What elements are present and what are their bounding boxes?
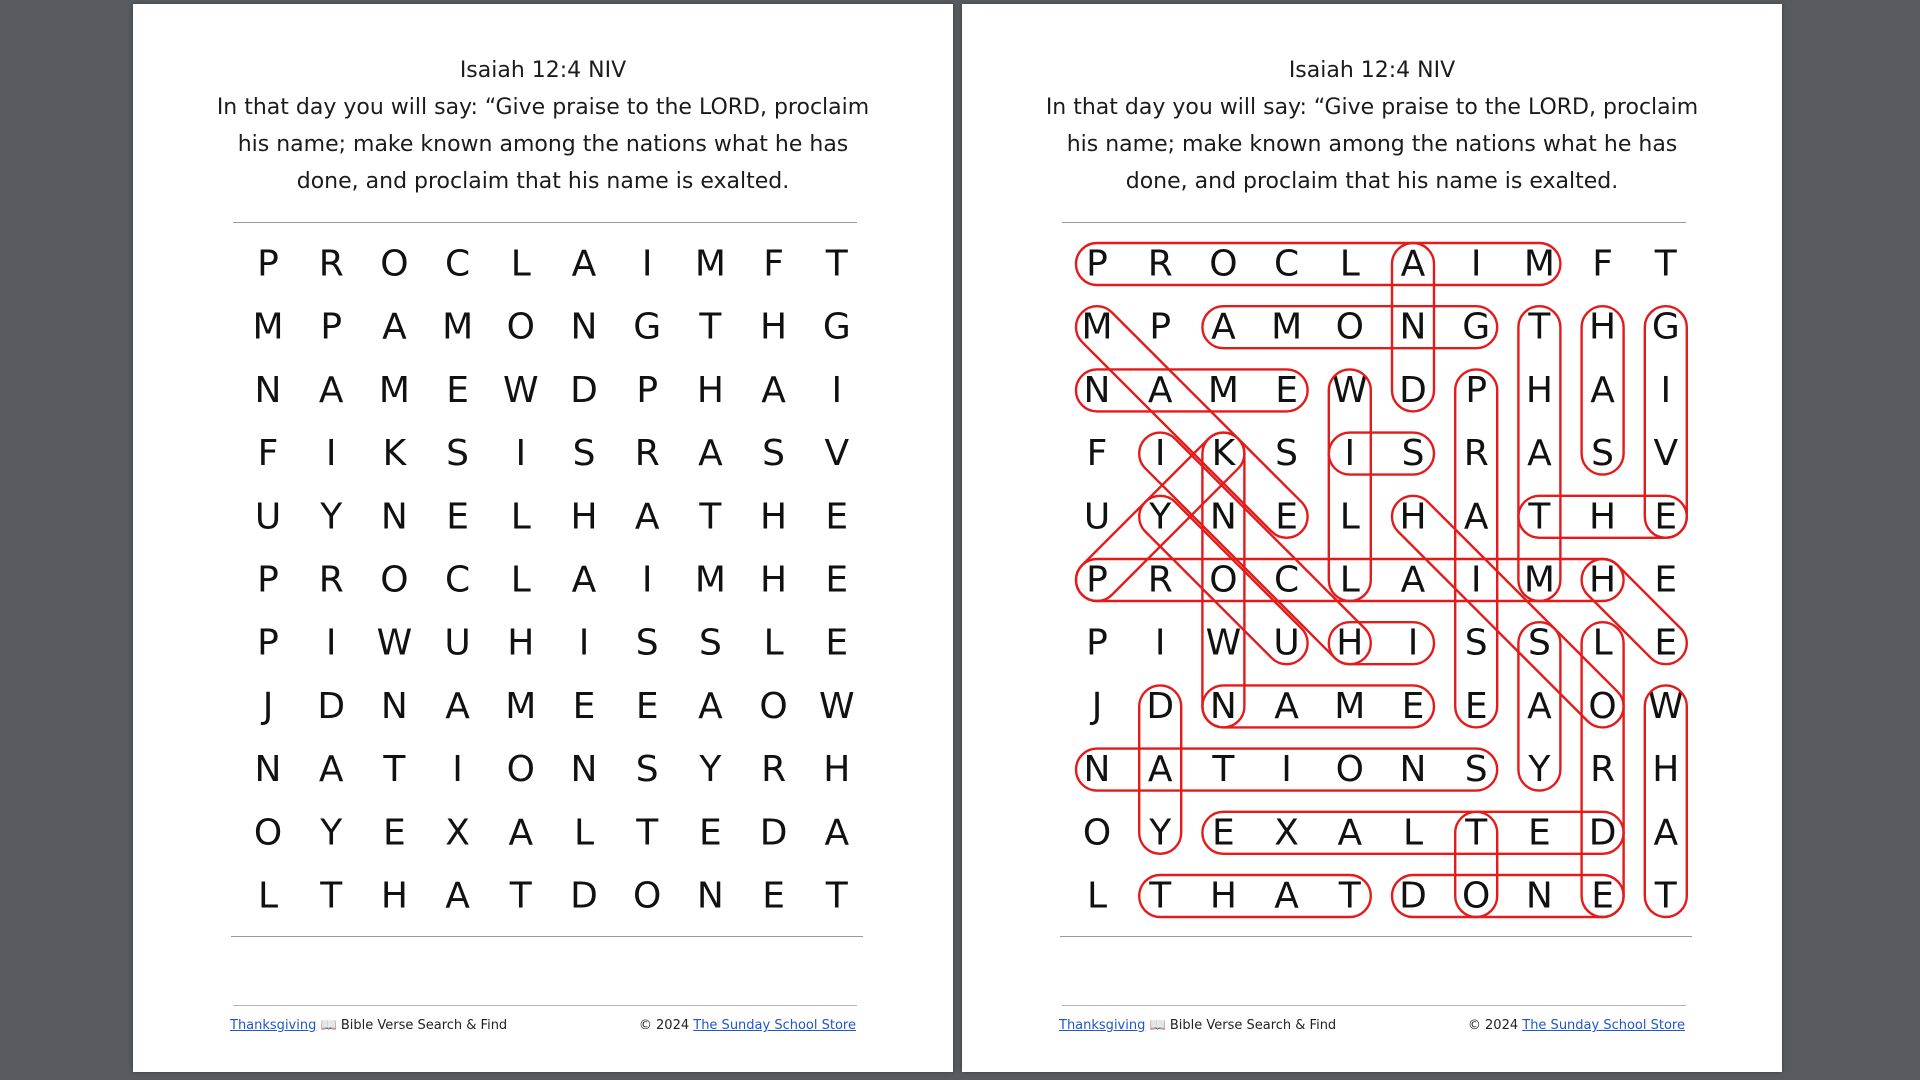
footer-left — [1059, 1018, 1336, 1033]
grid-letter-r1-c3[interactable]: M — [442, 306, 474, 348]
footer-right — [639, 1018, 856, 1033]
grid-letter-r1-c3[interactable]: M — [1271, 306, 1303, 348]
grid-letter-r7-c0[interactable]: J — [262, 685, 274, 727]
grid-letter-r3-c8[interactable]: S — [762, 433, 786, 475]
grid-letter-r2-c7[interactable]: H — [1525, 369, 1553, 411]
grid-svg — [248, 244, 880, 944]
grid-letter-r9-c4[interactable]: A — [508, 812, 534, 854]
grid-letter-r10-c6[interactable]: O — [633, 875, 662, 917]
grid-letter-r10-c4[interactable]: T — [1338, 875, 1361, 917]
grid-letter-r1-c1[interactable]: P — [320, 306, 343, 348]
grid-letter-r10-c7[interactable]: N — [696, 875, 724, 917]
footer-divider — [233, 1005, 857, 1006]
verse-reference: Isaiah 12:4 NIV — [459, 58, 627, 83]
grid-letter-r6-c7[interactable]: S — [1527, 622, 1551, 664]
grid-letter-r7-c1[interactable]: D — [1146, 685, 1175, 727]
grid-letter-r4-c3[interactable]: E — [1275, 496, 1298, 538]
grid-letter-r5-c9[interactable]: E — [1654, 559, 1678, 601]
grid-letter-r1-c4[interactable]: O — [1335, 306, 1364, 348]
solution-highlight-3 — [1076, 369, 1308, 411]
grid-letter-r8-c6[interactable]: S — [635, 749, 659, 791]
grid-letter-r9-c3[interactable]: X — [445, 812, 470, 854]
grid-letter-r6-c3[interactable]: U — [444, 622, 471, 664]
grid-letter-r9-c6[interactable]: T — [1465, 812, 1488, 854]
grid-letter-r6-c0[interactable]: P — [1086, 622, 1108, 664]
grid-letter-r3-c3[interactable]: S — [446, 433, 470, 475]
grid-letter-r6-c6[interactable]: S — [635, 622, 659, 664]
grid-letter-r0-c5[interactable]: A — [1400, 243, 1426, 285]
grid-letter-r6-c9[interactable]: E — [825, 622, 849, 664]
grid-letter-r4-c4[interactable]: L — [510, 496, 531, 538]
grid-letter-r9-c2[interactable]: E — [383, 812, 406, 854]
grid-letter-r7-c7[interactable]: A — [698, 685, 723, 727]
grid-letter-r0-c4[interactable]: L — [510, 243, 531, 285]
grid-letter-r5-c4[interactable]: L — [510, 559, 531, 601]
grid-letter-r3-c0[interactable]: F — [1086, 433, 1108, 475]
grid-letter-r4-c5[interactable]: H — [1399, 496, 1427, 538]
grid-letter-r3-c4[interactable]: I — [515, 433, 527, 475]
grid-letter-r3-c5[interactable]: S — [572, 433, 596, 475]
grid-letter-r6-c5[interactable]: I — [1407, 622, 1419, 664]
grid-letter-r8-c3[interactable]: I — [452, 749, 463, 791]
grid-letter-r9-c1[interactable]: Y — [1149, 812, 1172, 854]
grid-letter-r10-c3[interactable]: A — [1274, 875, 1299, 917]
grid-letter-r2-c9[interactable]: I — [831, 369, 843, 411]
grid-letter-r10-c6[interactable]: O — [1462, 875, 1491, 917]
grid-letter-r9-c2[interactable]: E — [1212, 812, 1235, 854]
grid-letter-r3-c6[interactable]: R — [1463, 433, 1489, 475]
verse-reference: Isaiah 12:4 NIV — [1288, 58, 1456, 83]
grid-letter-r1-c4[interactable]: O — [506, 306, 535, 348]
grid-letter-r0-c6[interactable]: I — [641, 243, 653, 285]
grid-letter-r2-c1[interactable]: A — [318, 369, 344, 411]
grid-letter-r6-c0[interactable]: P — [257, 622, 279, 664]
grid-letter-r5-c0[interactable]: P — [257, 559, 279, 601]
grid-letter-r2-c9[interactable]: I — [1660, 369, 1672, 411]
footer-left — [230, 1018, 507, 1033]
divider-top — [1062, 222, 1686, 223]
grid-letter-r0-c8[interactable]: F — [1592, 243, 1613, 285]
solution-highlight-9 — [1139, 875, 1371, 917]
grid-letter-r3-c2[interactable]: K — [1211, 433, 1236, 475]
grid-letter-r1-c9[interactable]: G — [822, 306, 851, 348]
grid-letter-r8-c5[interactable]: N — [570, 749, 598, 791]
grid-letter-r6-c5[interactable]: I — [578, 622, 590, 664]
grid-letter-r9-c4[interactable]: A — [1337, 812, 1363, 854]
word-search-grid-solved — [1077, 243, 1709, 917]
grid-letter-r8-c1[interactable]: A — [1147, 749, 1173, 791]
copyright-text: © 2024 — [638, 1018, 690, 1033]
grid-letter-r7-c5[interactable]: E — [572, 685, 596, 727]
sunday-school-store-link[interactable]: The Sunday School Store — [1522, 1018, 1685, 1033]
grid-letter-r7-c7[interactable]: A — [1527, 685, 1552, 727]
word-search-grid — [248, 243, 880, 917]
puzzle-page-right — [962, 4, 1782, 1072]
footer-title: Bible Verse Search & Find — [1169, 1018, 1337, 1033]
grid-letter-r7-c3[interactable]: A — [1274, 685, 1299, 727]
grid-letter-r1-c0[interactable]: M — [252, 306, 284, 348]
grid-letter-r9-c5[interactable]: L — [573, 812, 595, 854]
grid-letter-r8-c8[interactable]: R — [761, 749, 787, 791]
grid-letter-r6-c8[interactable]: L — [1592, 622, 1613, 664]
grid-letter-r4-c6[interactable]: A — [1463, 496, 1489, 538]
grid-letter-r0-c9[interactable]: T — [825, 243, 848, 285]
grid-letter-r3-c1[interactable]: I — [1154, 433, 1166, 475]
grid-letter-r3-c1[interactable]: I — [325, 433, 337, 475]
grid-letter-r7-c1[interactable]: D — [317, 685, 346, 727]
grid-letter-r4-c2[interactable]: N — [1209, 496, 1237, 538]
divider-top — [233, 222, 857, 223]
grid-letter-r0-c0[interactable]: P — [257, 243, 279, 285]
grid-letter-r0-c4[interactable]: L — [1339, 243, 1360, 285]
grid-letter-r1-c6[interactable]: G — [1462, 306, 1491, 348]
grid-letter-r4-c3[interactable]: E — [446, 496, 469, 538]
grid-letter-r8-c7[interactable]: Y — [699, 749, 722, 791]
grid-letter-r6-c4[interactable]: H — [1336, 622, 1364, 664]
grid-letter-r2-c1[interactable]: A — [1147, 369, 1173, 411]
grid-letter-r9-c1[interactable]: Y — [320, 812, 343, 854]
grid-letter-r5-c7[interactable]: M — [694, 559, 726, 601]
grid-letter-r7-c6[interactable]: E — [635, 685, 659, 727]
grid-letter-r4-c2[interactable]: N — [380, 496, 408, 538]
grid-letter-r9-c0[interactable]: O — [253, 812, 283, 854]
grid-letter-r4-c4[interactable]: L — [1339, 496, 1360, 538]
grid-letter-r10-c1[interactable]: T — [320, 875, 343, 917]
grid-letter-r5-c4[interactable]: L — [1339, 559, 1360, 601]
grid-letter-r7-c2[interactable]: N — [1209, 685, 1237, 727]
grid-letter-r10-c8[interactable]: E — [1591, 875, 1614, 917]
grid-letter-r0-c7[interactable]: M — [694, 243, 726, 285]
grid-letter-r5-c0[interactable]: P — [1086, 559, 1108, 601]
grid-letter-r9-c3[interactable]: X — [1274, 812, 1299, 854]
grid-letter-r4-c9[interactable]: E — [1654, 496, 1678, 538]
grid-letter-r5-c8[interactable]: H — [760, 559, 788, 601]
divider-bottom — [1060, 936, 1692, 937]
grid-letter-r2-c7[interactable]: H — [696, 369, 724, 411]
grid-letter-r4-c7[interactable]: T — [1528, 496, 1551, 538]
grid-letter-r2-c3[interactable]: E — [1275, 369, 1298, 411]
grid-letter-r0-c7[interactable]: M — [1523, 243, 1555, 285]
copyright-text: © 2024 — [1467, 1018, 1519, 1033]
grid-letter-r0-c6[interactable]: I — [1470, 243, 1482, 285]
grid-letter-r2-c5[interactable]: D — [1399, 369, 1427, 411]
grid-letter-r4-c6[interactable]: A — [634, 496, 660, 538]
divider-bottom — [231, 936, 863, 937]
grid-letter-r0-c9[interactable]: T — [1654, 243, 1677, 285]
grid-letter-r0-c3[interactable]: C — [1274, 243, 1300, 285]
grid-letter-r6-c8[interactable]: L — [763, 622, 784, 664]
grid-letter-r1-c0[interactable]: M — [1081, 306, 1113, 348]
grid-letter-r5-c5[interactable]: A — [571, 559, 597, 601]
grid-letter-r4-c0[interactable]: U — [1083, 496, 1111, 538]
grid-letter-r6-c4[interactable]: H — [507, 622, 535, 664]
grid-letter-r2-c3[interactable]: E — [446, 369, 469, 411]
grid-letter-r9-c9[interactable]: A — [1653, 812, 1679, 854]
grid-letter-r3-c6[interactable]: R — [634, 433, 660, 475]
grid-letter-r4-c0[interactable]: U — [254, 496, 282, 538]
grid-letter-r7-c9[interactable]: W — [818, 685, 855, 727]
grid-letter-r4-c7[interactable]: T — [699, 496, 722, 538]
grid-letter-r8-c6[interactable]: S — [1464, 749, 1488, 791]
grid-letter-r2-c0[interactable]: N — [1083, 369, 1111, 411]
puzzle-page-left — [133, 4, 953, 1072]
grid-letter-r7-c8[interactable]: O — [759, 685, 788, 727]
grid-letter-r10-c8[interactable]: E — [762, 875, 785, 917]
grid-letter-r1-c2[interactable]: A — [382, 306, 407, 348]
footer-divider — [1062, 1005, 1686, 1006]
grid-letter-r8-c9[interactable]: H — [1652, 749, 1680, 791]
grid-letter-r9-c9[interactable]: A — [824, 812, 850, 854]
grid-letter-r3-c9[interactable]: V — [824, 433, 850, 475]
grid-letter-r5-c6[interactable]: I — [641, 559, 653, 601]
grid-letter-r9-c7[interactable]: E — [699, 812, 722, 854]
grid-letter-r8-c5[interactable]: N — [1399, 749, 1427, 791]
grid-letter-r7-c0[interactable]: J — [1091, 685, 1103, 727]
grid-letter-r9-c6[interactable]: T — [636, 812, 659, 854]
grid-letter-r10-c9[interactable]: T — [1654, 875, 1677, 917]
grid-letter-r7-c8[interactable]: O — [1588, 685, 1617, 727]
grid-letter-r8-c4[interactable]: O — [1335, 749, 1364, 791]
grid-letter-r8-c0[interactable]: N — [1083, 749, 1111, 791]
grid-letter-r5-c3[interactable]: C — [445, 559, 471, 601]
grid-letter-r5-c9[interactable]: E — [825, 559, 849, 601]
thanksgiving-link[interactable]: Thanksgiving — [230, 1018, 317, 1033]
grid-letter-r4-c1[interactable]: Y — [1149, 496, 1172, 538]
grid-letter-r6-c9[interactable]: E — [1654, 622, 1678, 664]
grid-letter-r10-c1[interactable]: T — [1149, 875, 1172, 917]
verse-text: In that day you will say: “Give praise to the LORD, proclaim his name; make known among the nations what he has done, and proclaim that his name is exalted. — [1045, 95, 1699, 194]
book-icon: 📖 — [1149, 1018, 1166, 1033]
grid-letter-r7-c5[interactable]: E — [1401, 685, 1425, 727]
grid-letter-r4-c8[interactable]: H — [760, 496, 788, 538]
grid-letter-r7-c3[interactable]: A — [445, 685, 470, 727]
sunday-school-store-link[interactable]: The Sunday School Store — [693, 1018, 856, 1033]
grid-letter-r3-c4[interactable]: I — [1344, 433, 1356, 475]
grid-letter-r6-c3[interactable]: U — [1273, 622, 1300, 664]
grid-letter-r2-c8[interactable]: A — [761, 369, 786, 411]
thanksgiving-link[interactable]: Thanksgiving — [1059, 1018, 1146, 1033]
grid-letter-r6-c7[interactable]: S — [698, 622, 722, 664]
grid-letter-r0-c0[interactable]: P — [1086, 243, 1108, 285]
grid-letter-r10-c0[interactable]: L — [257, 875, 279, 917]
grid-letter-r9-c8[interactable]: D — [759, 812, 788, 854]
grid-letter-r10-c9[interactable]: T — [825, 875, 848, 917]
grid-letter-r8-c2[interactable]: T — [1212, 749, 1235, 791]
grid-letter-r8-c4[interactable]: O — [506, 749, 535, 791]
grid-letter-r3-c7[interactable]: A — [1527, 433, 1552, 475]
solution-highlight-16 — [1455, 369, 1497, 727]
grid-letter-r5-c1[interactable]: R — [318, 559, 344, 601]
grid-letter-r2-c8[interactable]: A — [1590, 369, 1615, 411]
grid-letter-r0-c5[interactable]: A — [571, 243, 597, 285]
grid-letter-r7-c2[interactable]: N — [380, 685, 408, 727]
grid-letter-r4-c9[interactable]: E — [825, 496, 849, 538]
grid-letter-r2-c4[interactable]: W — [1331, 369, 1368, 411]
grid-letter-r9-c7[interactable]: E — [1528, 812, 1551, 854]
grid-letter-r10-c3[interactable]: A — [445, 875, 470, 917]
grid-letter-r8-c3[interactable]: I — [1281, 749, 1292, 791]
grid-letter-r3-c3[interactable]: S — [1275, 433, 1299, 475]
grid-letter-r8-c1[interactable]: A — [318, 749, 344, 791]
grid-letter-r8-c9[interactable]: H — [823, 749, 851, 791]
grid-letter-r10-c5[interactable]: D — [570, 875, 598, 917]
grid-letter-r0-c2[interactable]: O — [380, 243, 409, 285]
footer-right — [1468, 1018, 1685, 1033]
grid-letter-r8-c8[interactable]: R — [1590, 749, 1616, 791]
grid-letter-r7-c6[interactable]: E — [1464, 685, 1488, 727]
grid-letter-r4-c8[interactable]: H — [1589, 496, 1617, 538]
grid-letter-r10-c2[interactable]: H — [1209, 875, 1237, 917]
grid-letter-r5-c7[interactable]: M — [1523, 559, 1555, 601]
grid-letter-r1-c8[interactable]: H — [1589, 306, 1617, 348]
grid-letter-r1-c2[interactable]: A — [1211, 306, 1236, 348]
grid-letter-r3-c7[interactable]: A — [698, 433, 723, 475]
grid-letter-r0-c2[interactable]: O — [1209, 243, 1238, 285]
grid-letter-r4-c5[interactable]: H — [570, 496, 598, 538]
grid-letter-r5-c8[interactable]: H — [1589, 559, 1617, 601]
grid-letter-r0-c3[interactable]: C — [445, 243, 471, 285]
grid-letter-r2-c5[interactable]: D — [570, 369, 598, 411]
grid-letter-r5-c6[interactable]: I — [1470, 559, 1482, 601]
grid-letter-r7-c9[interactable]: W — [1647, 685, 1684, 727]
grid-letter-r1-c5[interactable]: N — [1399, 306, 1427, 348]
verse-header — [1042, 52, 1702, 200]
grid-letter-r5-c1[interactable]: R — [1147, 559, 1173, 601]
grid-letter-r9-c5[interactable]: L — [1402, 812, 1424, 854]
grid-letter-r5-c5[interactable]: A — [1400, 559, 1426, 601]
grid-letter-r10-c5[interactable]: D — [1399, 875, 1427, 917]
grid-svg — [1077, 244, 1709, 944]
grid-letter-r9-c8[interactable]: D — [1588, 812, 1617, 854]
grid-letter-r6-c2[interactable]: W — [1205, 622, 1242, 664]
grid-letter-r7-c4[interactable]: M — [1334, 685, 1366, 727]
grid-letter-r6-c2[interactable]: W — [376, 622, 413, 664]
grid-letter-r5-c2[interactable]: O — [1209, 559, 1238, 601]
grid-letter-r1-c5[interactable]: N — [570, 306, 598, 348]
verse-header — [213, 52, 873, 200]
grid-letter-r3-c0[interactable]: F — [257, 433, 279, 475]
footer-title: Bible Verse Search & Find — [340, 1018, 508, 1033]
grid-letter-r8-c0[interactable]: N — [254, 749, 282, 791]
grid-letter-r8-c7[interactable]: Y — [1528, 749, 1551, 791]
grid-letter-r1-c8[interactable]: H — [760, 306, 788, 348]
grid-letter-r3-c8[interactable]: S — [1591, 433, 1615, 475]
grid-letter-r10-c4[interactable]: T — [509, 875, 532, 917]
grid-letter-r1-c9[interactable]: G — [1651, 306, 1680, 348]
grid-letter-r1-c1[interactable]: P — [1149, 306, 1172, 348]
grid-letter-r5-c3[interactable]: C — [1274, 559, 1300, 601]
grid-letter-r0-c1[interactable]: R — [318, 243, 344, 285]
grid-letter-r8-c2[interactable]: T — [383, 749, 406, 791]
grid-letter-r5-c2[interactable]: O — [380, 559, 409, 601]
grid-letter-r3-c5[interactable]: S — [1401, 433, 1425, 475]
grid-letter-r0-c8[interactable]: F — [763, 243, 784, 285]
verse-text: In that day you will say: “Give praise to the LORD, proclaim his name; make known among the nations what he has done, and proclaim that his name is exalted. — [216, 95, 870, 194]
grid-letter-r3-c9[interactable]: V — [1653, 433, 1679, 475]
grid-letter-r6-c1[interactable]: I — [325, 622, 337, 664]
grid-letter-r3-c2[interactable]: K — [382, 433, 407, 475]
grid-letter-r4-c1[interactable]: Y — [320, 496, 343, 538]
grid-letter-r6-c6[interactable]: S — [1464, 622, 1488, 664]
grid-letter-r10-c7[interactable]: N — [1525, 875, 1553, 917]
grid-letter-r1-c7[interactable]: T — [1528, 306, 1551, 348]
grid-letter-r2-c6[interactable]: P — [636, 369, 659, 411]
grid-letter-r1-c7[interactable]: T — [699, 306, 722, 348]
grid-letter-r2-c0[interactable]: N — [254, 369, 282, 411]
grid-letter-r9-c0[interactable]: O — [1082, 812, 1112, 854]
grid-letter-r0-c1[interactable]: R — [1147, 243, 1173, 285]
book-icon: 📖 — [320, 1018, 337, 1033]
grid-letter-r2-c2[interactable]: M — [1207, 369, 1239, 411]
grid-letter-r7-c4[interactable]: M — [505, 685, 537, 727]
grid-letter-r2-c2[interactable]: M — [378, 369, 410, 411]
grid-letter-r2-c6[interactable]: P — [1465, 369, 1488, 411]
grid-letter-r10-c2[interactable]: H — [380, 875, 408, 917]
grid-letter-r10-c0[interactable]: L — [1086, 875, 1108, 917]
grid-letter-r2-c4[interactable]: W — [502, 369, 539, 411]
grid-letter-r6-c1[interactable]: I — [1154, 622, 1166, 664]
grid-letter-r1-c6[interactable]: G — [633, 306, 662, 348]
